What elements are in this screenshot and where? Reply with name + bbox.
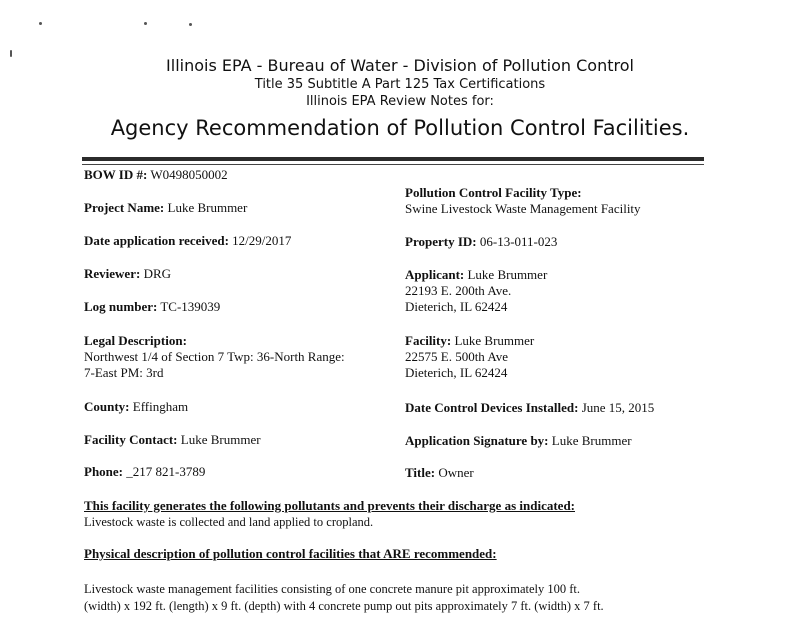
title-label: Title: <box>405 465 436 480</box>
county-field <box>84 399 188 415</box>
date-installed-label: Date Control Devices Installed: <box>405 400 579 415</box>
facility-type-label: Pollution Control Facility Type: <box>405 185 582 200</box>
county-label: County: <box>84 399 130 414</box>
divider-thick <box>82 157 704 161</box>
page-title: Agency Recommendation of Pollution Control Facilities. <box>110 116 690 140</box>
log-number-value: TC-139039 <box>160 299 221 314</box>
log-number-field <box>84 299 220 315</box>
applicant-label: Applicant: <box>405 267 465 282</box>
bow-id-label: BOW ID #: <box>84 167 148 182</box>
date-installed-value: June 15, 2015 <box>581 400 655 415</box>
facility-type-value: Swine Livestock Waste Management Facility <box>405 201 641 216</box>
project-name-value: Luke Brummer <box>167 200 248 215</box>
header-title-section: Title 35 Subtitle A Part 125 Tax Certifications <box>254 77 546 92</box>
legal-description-field <box>84 333 345 381</box>
application-signature-field <box>405 433 632 449</box>
legal-description-label: Legal Description: <box>84 333 187 348</box>
reviewer-field <box>84 266 171 282</box>
facility-name: Luke Brummer <box>454 333 535 348</box>
property-id-label: Property ID: <box>405 234 477 249</box>
pollutants-heading: This facility generates the following pollutants and prevents their discharge as indicated: <box>84 498 575 513</box>
property-id-field <box>405 234 557 250</box>
physical-description-heading: Physical description of pollution control facilities that ARE recommended: <box>84 546 497 561</box>
physical-description-line1: Livestock waste management facilities consisting of one concrete manure pit approximately 100 ft. <box>84 582 581 596</box>
title-value: Owner <box>438 465 474 480</box>
facility-label: Facility: <box>405 333 452 348</box>
property-id-value: 06-13-011-023 <box>479 234 558 249</box>
date-received-field <box>84 233 291 249</box>
facility-contact-value: Luke Brummer <box>180 432 261 447</box>
date-received-label: Date application received: <box>84 233 229 248</box>
project-name-field <box>84 200 247 216</box>
application-signature-label: Application Signature by: <box>405 433 549 448</box>
log-number-label: Log number: <box>84 299 158 314</box>
facility-type-field <box>405 185 641 217</box>
legal-description-line1: Northwest 1/4 of Section 7 Twp: 36-North Range: <box>84 349 345 364</box>
phone-value: _217 821-3789 <box>126 464 206 479</box>
header-agency: Illinois EPA - Bureau of Water - Division of Pollution Control <box>166 56 634 75</box>
phone-field <box>84 464 205 480</box>
reviewer-value: DRG <box>143 266 172 281</box>
bow-id-value: W0498050002 <box>150 167 228 182</box>
applicant-address-line2: Dieterich, IL 62424 <box>405 299 508 314</box>
application-signature-value: Luke Brummer <box>551 433 632 448</box>
county-value: Effingham <box>132 399 189 414</box>
facility-field <box>405 333 534 381</box>
physical-description-line2: (width) x 192 ft. (length) x 9 ft. (depth) with 4 concrete pump out pits approximately 7 ft. (width) x 7 ft. <box>84 599 604 613</box>
facility-address-line2: Dieterich, IL 62424 <box>405 365 508 380</box>
facility-contact-field <box>84 432 261 448</box>
title-field <box>405 465 474 481</box>
bow-id-field <box>84 167 228 183</box>
applicant-field <box>405 267 547 315</box>
pollutants-text: Livestock waste is collected and land applied to cropland. <box>84 515 374 529</box>
divider-thin <box>82 164 704 165</box>
project-name-label: Project Name: <box>84 200 165 215</box>
applicant-name: Luke Brummer <box>467 267 548 282</box>
reviewer-label: Reviewer: <box>84 266 141 281</box>
date-received-value: 12/29/2017 <box>232 233 292 248</box>
legal-description-line2: 7-East PM: 3rd <box>84 365 164 380</box>
facility-contact-label: Facility Contact: <box>84 432 178 447</box>
header-review-notes: Illinois EPA Review Notes for: <box>306 94 494 109</box>
date-installed-field <box>405 400 654 416</box>
facility-address-line1: 22575 E. 500th Ave <box>405 349 509 364</box>
phone-label: Phone: <box>84 464 123 479</box>
applicant-address-line1: 22193 E. 200th Ave. <box>405 283 512 298</box>
